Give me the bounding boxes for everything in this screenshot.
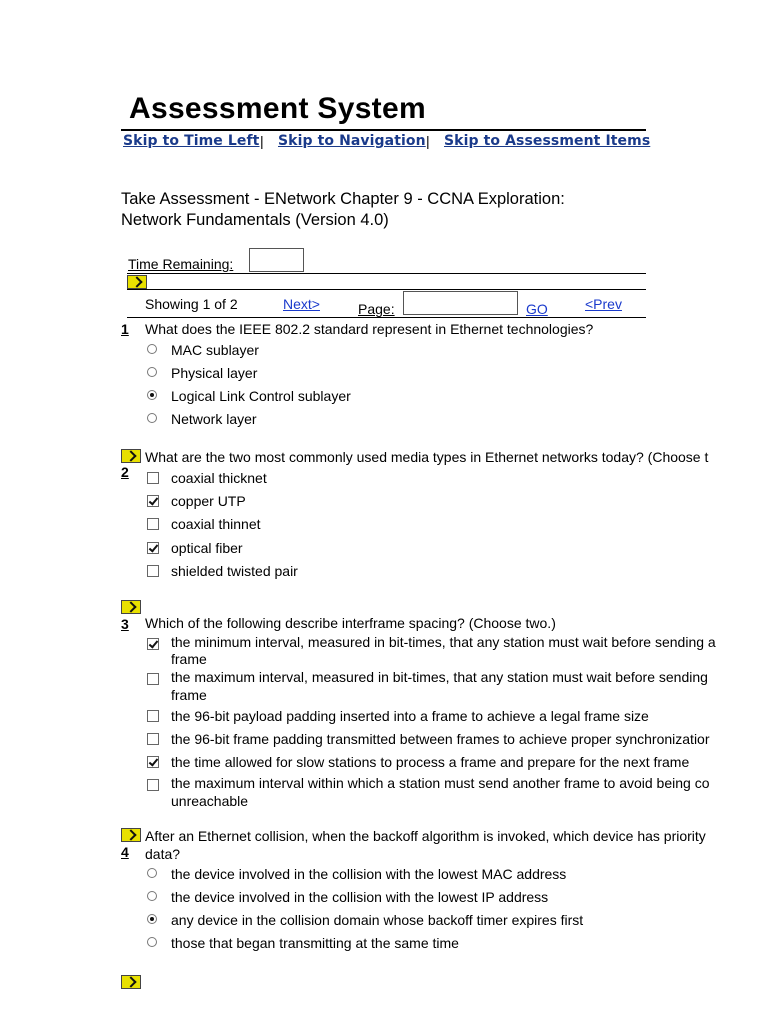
skip-to-navigation-link[interactable]: Skip to Navigation	[278, 133, 426, 149]
option-label: optical fiber	[171, 540, 243, 556]
question-text-continued: data?	[145, 846, 181, 862]
page-number-input[interactable]	[403, 291, 518, 315]
question-number: 1	[121, 321, 129, 337]
option-label: Physical layer	[171, 365, 258, 381]
option-label-continued: unreachable	[171, 793, 249, 809]
option-label-continued: frame	[171, 651, 207, 667]
skip-separator: |	[260, 133, 264, 149]
assessment-title-line-2: Network Fundamentals (Version 4.0)	[121, 211, 389, 229]
nav-top-divider	[127, 289, 646, 290]
question-number: 2	[121, 464, 129, 480]
option-checkbox-checked[interactable]	[147, 542, 159, 554]
assessment-title-line-1: Take Assessment - ENetwork Chapter 9 - CCNA Exploration:	[121, 190, 565, 208]
option-label: the device involved in the collision with the lowest MAC address	[171, 866, 567, 882]
option-label: the maximum interval, measured in bit-times, that any station must wait before sending	[171, 669, 708, 685]
option-radio[interactable]	[147, 891, 157, 901]
option-checkbox-checked[interactable]	[147, 638, 159, 650]
option-checkbox[interactable]	[147, 472, 159, 484]
question-text: After an Ethernet collision, when the backoff algorithm is invoked, which device has priority	[145, 828, 706, 844]
option-radio[interactable]	[147, 413, 157, 423]
question-text: What does the IEEE 802.2 standard represent in Ethernet technologies?	[145, 321, 594, 337]
option-label: the maximum interval within which a station must send another frame to avoid being co	[171, 775, 710, 791]
mark-for-review-icon[interactable]	[127, 275, 147, 289]
option-checkbox[interactable]	[147, 518, 159, 530]
question-text: Which of the following describe interframe spacing? (Choose two.)	[145, 615, 556, 631]
skip-separator: |	[426, 133, 430, 149]
option-label: the device involved in the collision with the lowest IP address	[171, 889, 549, 905]
prev-page-link[interactable]: <Prev	[585, 296, 622, 312]
option-label: copper UTP	[171, 493, 246, 509]
option-checkbox[interactable]	[147, 779, 159, 791]
question-text: What are the two most commonly used media types in Ethernet networks today? (Choose t	[145, 449, 709, 465]
option-label: any device in the collision domain whose backoff timer expires first	[171, 912, 584, 928]
option-checkbox[interactable]	[147, 565, 159, 577]
mark-for-review-icon[interactable]	[121, 600, 141, 614]
next-page-link[interactable]: Next>	[283, 296, 320, 312]
option-radio[interactable]	[147, 937, 157, 947]
option-radio[interactable]	[147, 344, 157, 354]
option-checkbox-checked[interactable]	[147, 756, 159, 768]
option-label: the 96-bit payload padding inserted into a frame to achieve a legal frame size	[171, 708, 649, 724]
time-remaining-field	[249, 248, 304, 272]
go-button[interactable]: GO	[526, 301, 548, 317]
mark-for-review-icon[interactable]	[121, 828, 141, 842]
option-checkbox[interactable]	[147, 733, 159, 745]
option-label: coaxial thinnet	[171, 516, 261, 532]
option-label: those that began transmitting at the same time	[171, 935, 459, 951]
title-divider	[121, 129, 646, 131]
option-checkbox-checked[interactable]	[147, 495, 159, 507]
showing-count: Showing 1 of 2	[145, 296, 238, 312]
option-label: Logical Link Control sublayer	[171, 388, 351, 404]
option-label: shielded twisted pair	[171, 563, 298, 579]
time-remaining-label: Time Remaining:	[128, 256, 234, 272]
time-divider	[127, 273, 646, 274]
option-label: coaxial thicknet	[171, 470, 267, 486]
option-checkbox[interactable]	[147, 673, 159, 685]
question-number: 3	[121, 616, 129, 632]
question-number: 4	[121, 844, 129, 860]
mark-for-review-icon[interactable]	[121, 975, 141, 989]
option-label: the 96-bit frame padding transmitted between frames to achieve proper synchronizatior	[171, 731, 710, 747]
option-radio-selected[interactable]	[147, 914, 157, 924]
nav-bottom-divider	[127, 317, 646, 318]
option-label: the time allowed for slow stations to process a frame and prepare for the next frame	[171, 754, 690, 770]
option-label: the minimum interval, measured in bit-times, that any station must wait before sending a	[171, 634, 716, 650]
option-radio[interactable]	[147, 868, 157, 878]
option-label: Network layer	[171, 411, 257, 427]
option-label-continued: frame	[171, 687, 207, 703]
option-label: MAC sublayer	[171, 342, 259, 358]
skip-to-time-left-link[interactable]: Skip to Time Left	[123, 133, 260, 149]
option-radio-selected[interactable]	[147, 390, 157, 400]
option-checkbox[interactable]	[147, 710, 159, 722]
page-label: Page:	[358, 301, 395, 317]
mark-for-review-icon[interactable]	[121, 449, 141, 463]
option-radio[interactable]	[147, 367, 157, 377]
page-title: Assessment System	[129, 92, 426, 125]
skip-to-assessment-items-link[interactable]: Skip to Assessment Items	[444, 133, 651, 149]
